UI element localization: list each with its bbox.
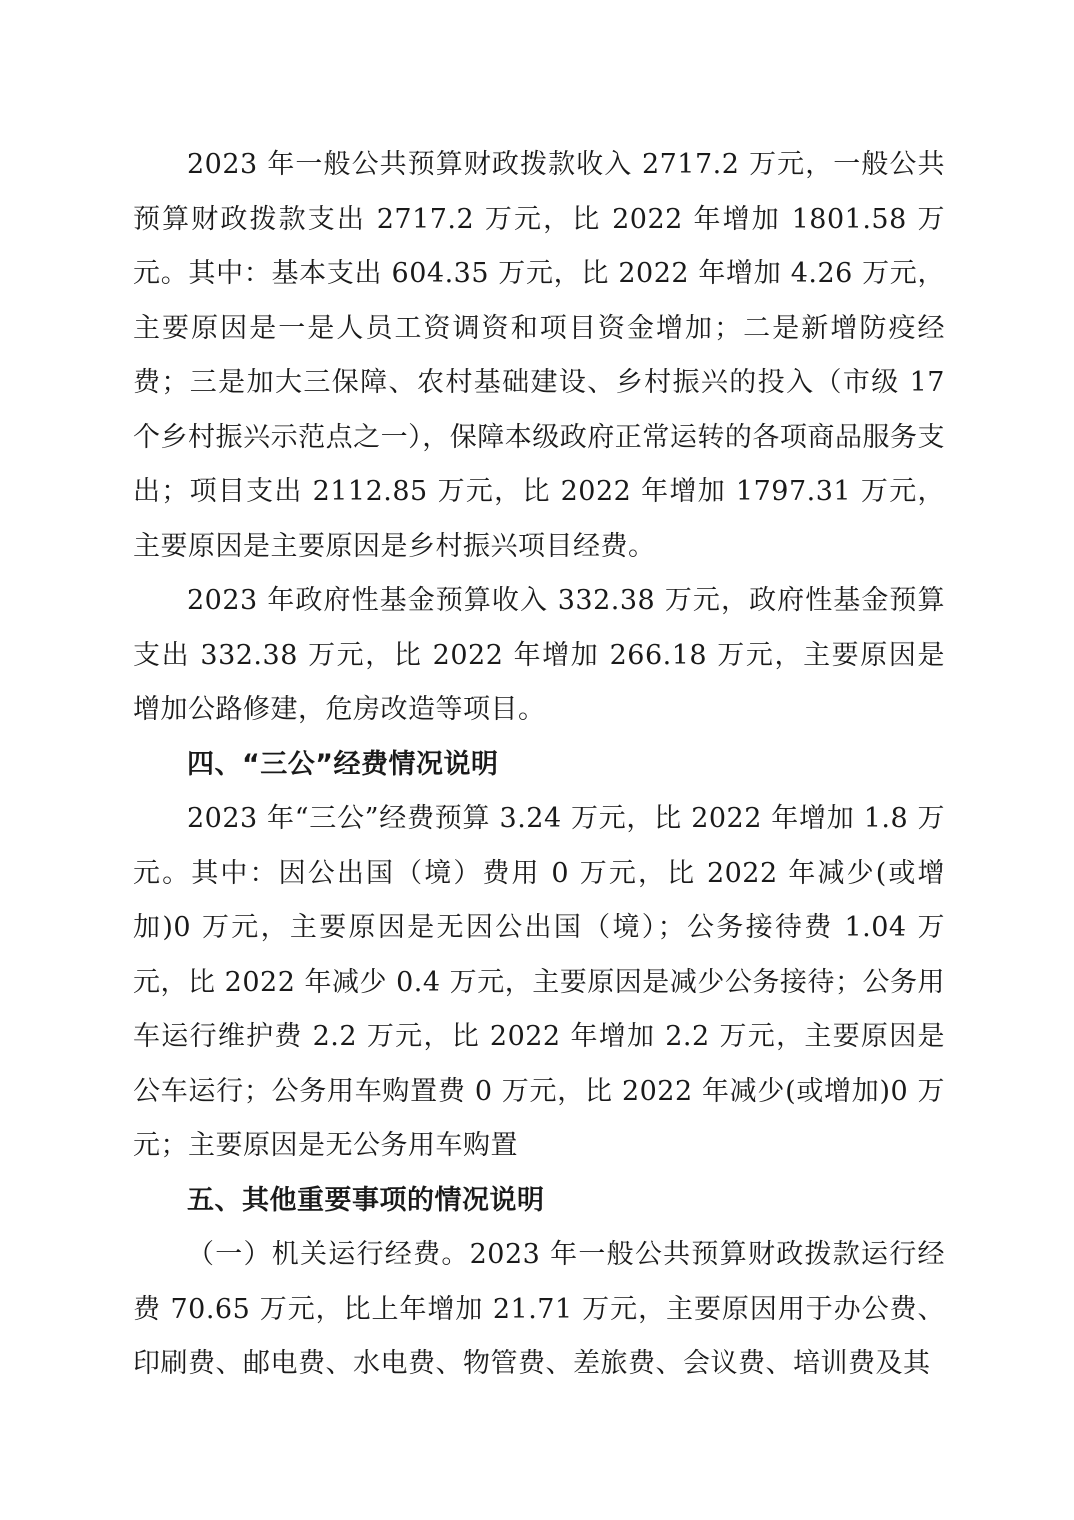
section-heading-three-public: 四、“三公”经费情况说明 — [187, 748, 499, 780]
paragraph-general-budget: 2023 年一般公共预算财政拨款收入 2717.2 万元，一般公共预算财政拨款支出 2717.2 万元，比 2022 年增加 1801.58 万元。其中：基本支出 604.35 万元，比 2022 年增加 4.26 万元，主要原因是一是人员工资调资和项目资金增加；二是新增防疫经费；三是加大三保障、农村基础建设、乡村振兴的投入（市级 17 个乡村振兴示范点之一），保障本级政府正常运转的各项商品服务支出；项目支出 2112.85 万元，比 2022 年增加 1797.31 万元，主要原因是主要原因是乡村振兴项目经费。 — [133, 149, 945, 562]
paragraph-fund-budget: 2023 年政府性基金预算收入 332.38 万元，政府性基金预算支出 332.38 万元，比 2022 年增加 266.18 万元，主要原因是增加公路修建，危房改造等项目。 — [133, 585, 945, 725]
paragraph-three-public-expenses: 2023 年“三公”经费预算 3.24 万元，比 2022 年增加 1.8 万元。其中：因公出国（境）费用 0 万元，比 2022 年减少(或增加)0 万元，主要原因是无因公出国（境）；公务接待费 1.04 万元，比 2022 年减少 0.4 万元，主要原因是减少公务接待；公务用车运行维护费 2.2 万元，比 2022 年增加 2.2 万元，主要原因是公车运行；公务用车购置费 0 万元，比 2022 年减少(或增加)0 万元；主要原因是无公务用车购置 — [133, 803, 945, 1161]
section-heading-other-matters: 五、其他重要事项的情况说明 — [187, 1184, 545, 1216]
paragraph-operating-expenses: （一）机关运行经费。2023 年一般公共预算财政拨款运行经费 70.65 万元，比上年增加 21.71 万元，主要原因用于办公费、印刷费、邮电费、水电费、物管费、差旅费、会议费、培训费及其 — [133, 1239, 945, 1379]
document-page — [133, 138, 945, 1392]
